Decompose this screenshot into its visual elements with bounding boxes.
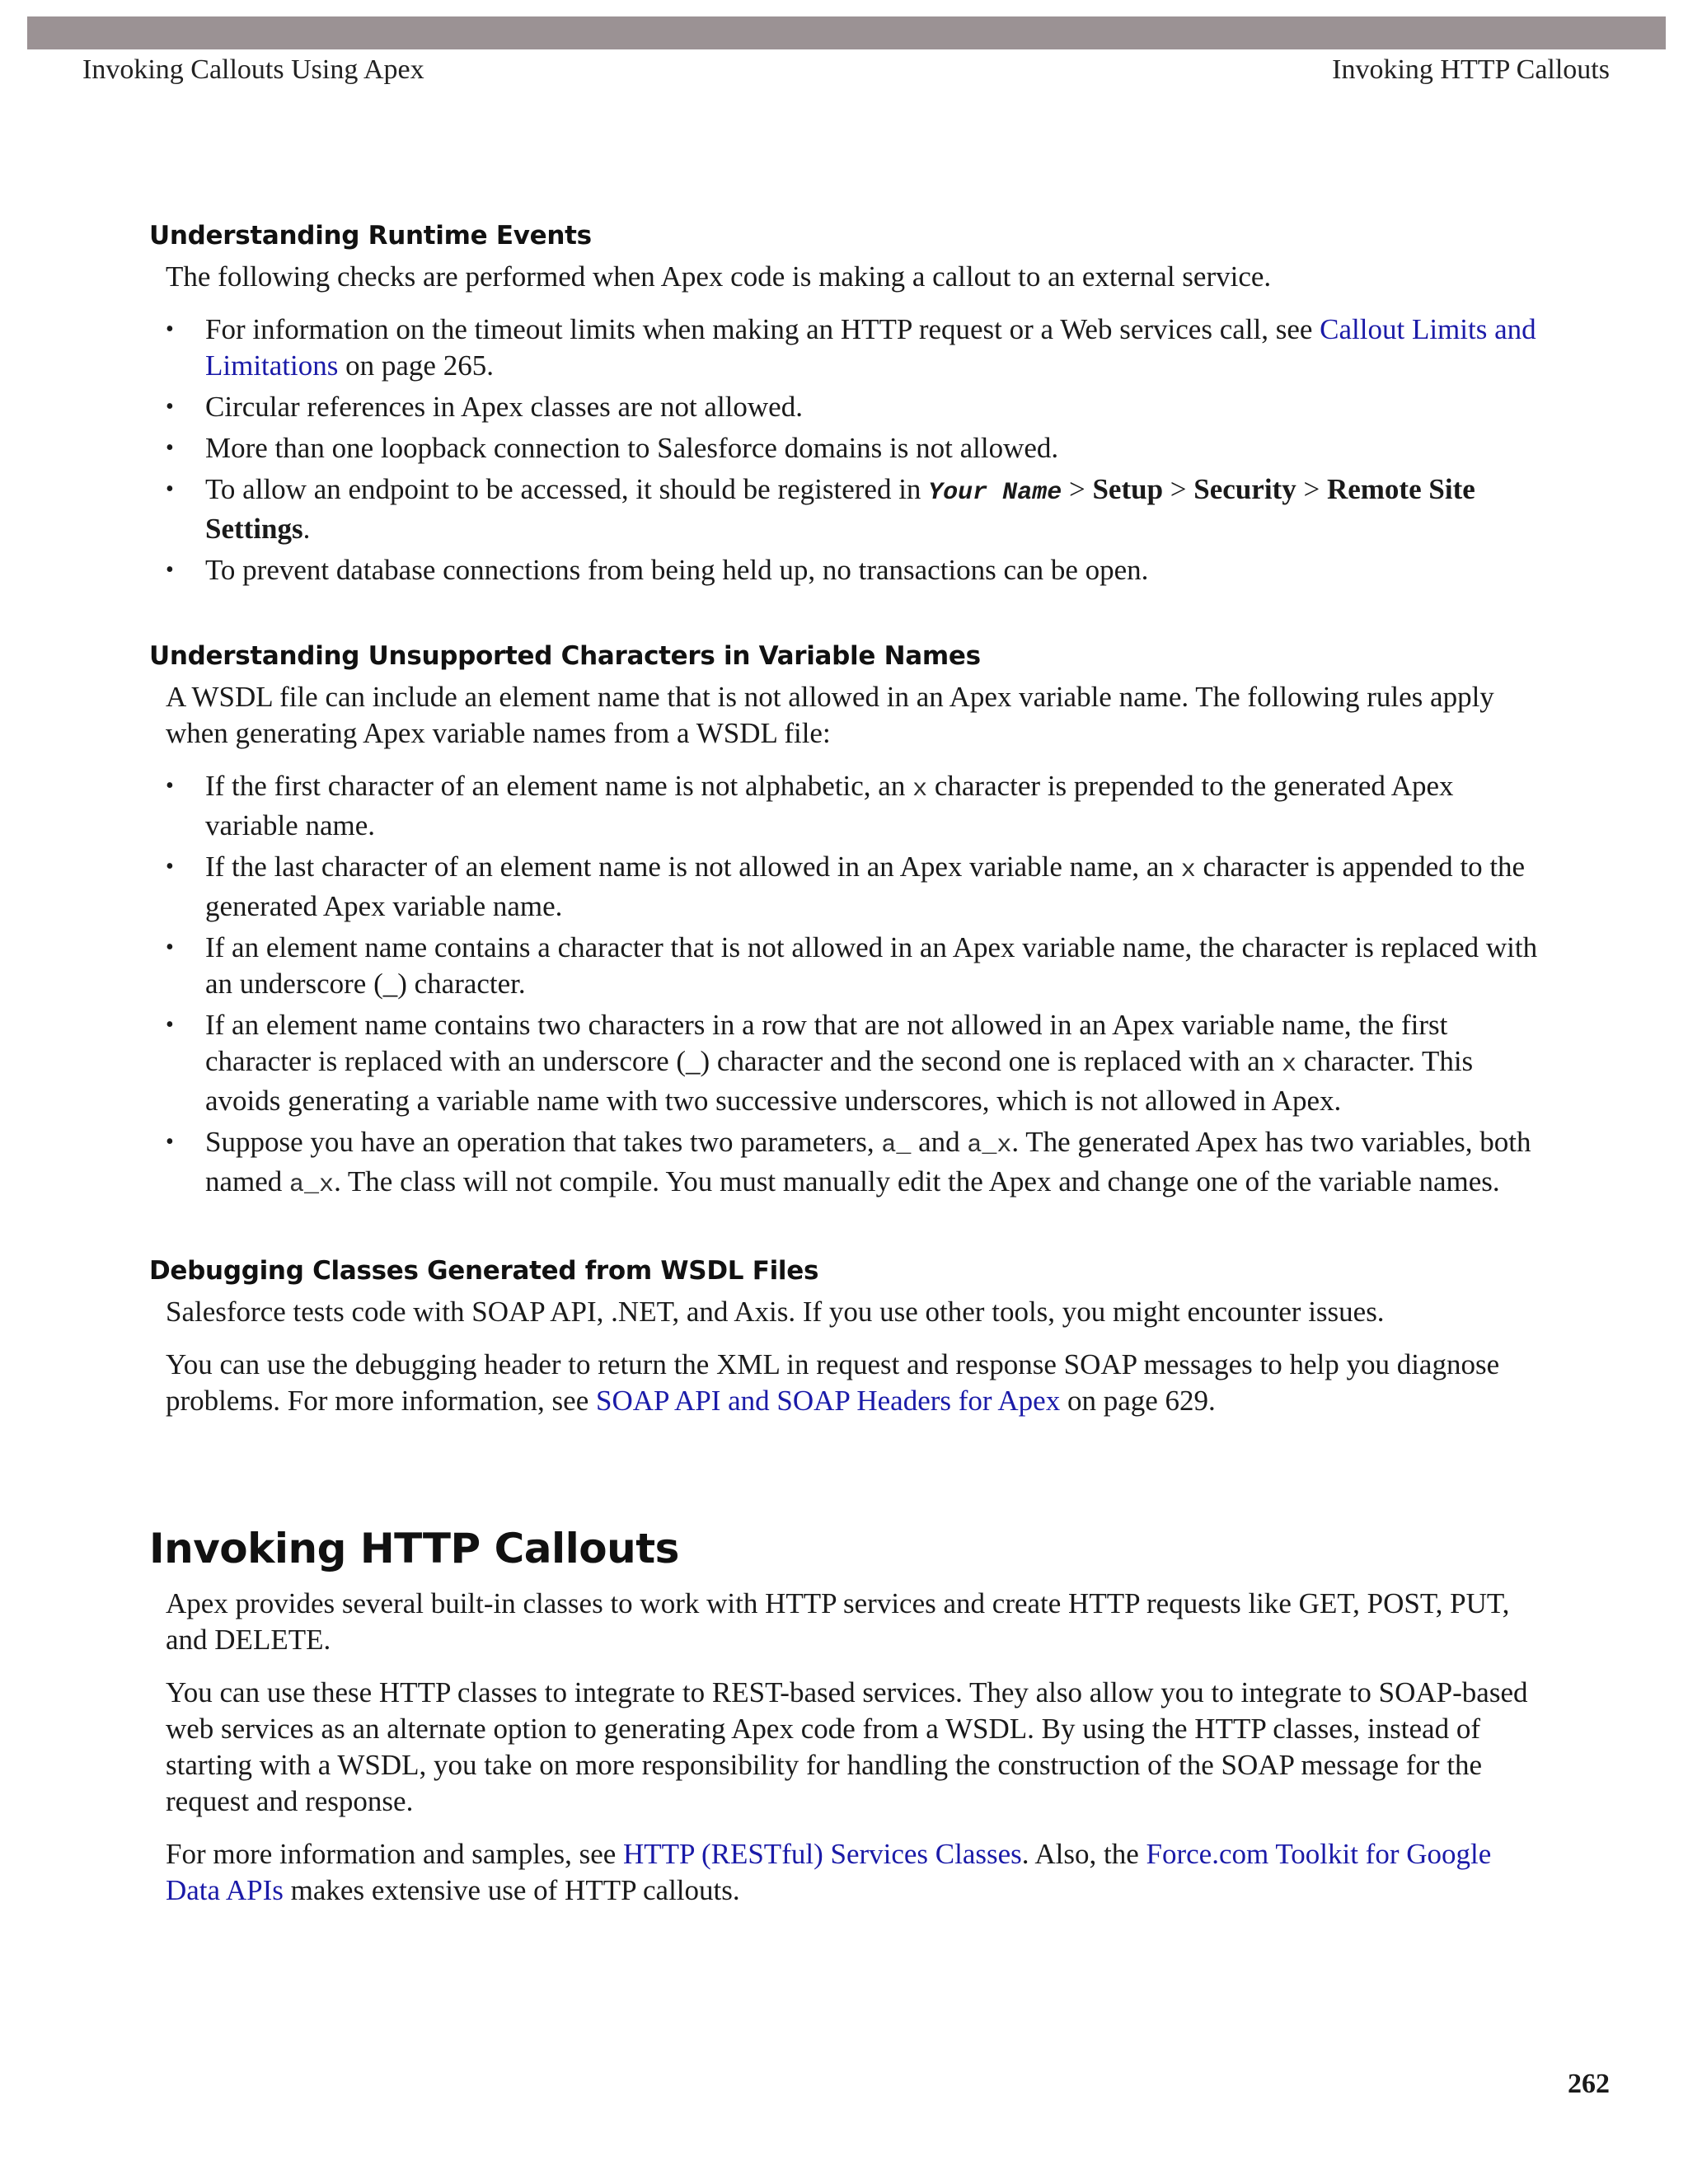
list-item-text: If an element name contains two characters in a row that are not allowed in an Apex variable name, the first character is replaced with an underscore (_) character and the second one is replaced with an [205,1009,1448,1077]
code-a-underscore: a_ [881,1132,912,1160]
paragraph-text: . Also, the [1021,1838,1146,1870]
callout-limits-link[interactable]: Callout Limits and Limitations [205,313,1536,382]
http-p1: Apex provides several built-in classes to work with HTTP services and create HTTP requests like GET, POST, PUT, and DELETE. [166,1587,1510,1656]
list-item-text: character. This avoids generating a variable name with two successive underscores, which is not allowed in Apex. [205,1045,1474,1117]
list-item-text: Suppose you have an operation that takes two parameters, [205,1126,882,1158]
paragraph-text: For more information and samples, see [166,1838,624,1870]
section-title-unsupported-characters: Understanding Unsupported Characters in Variable Names [149,641,981,671]
separator: > [1296,473,1327,505]
runtime-intro: The following checks are performed when Apex code is making a callout to an external service. [166,260,1272,293]
list-item [166,849,1550,925]
list-item: • To prevent database connections from being held up, no transactions can be open. [166,552,1550,588]
list-item-text: If the last character of an element name is not allowed in an Apex variable name, an [205,851,1181,883]
http-p2: You can use these HTTP classes to integrate to REST-based services. They also allow you to integrate to SOAP-based web services as an alternate option to generating Apex code from a WSDL. By using the HTTP classes, instead of starting with a WSDL, you take on more responsibility for handling the construction of the SOAP message for the request and response. [166,1676,1528,1817]
code-x: x [1180,856,1196,884]
list-item-text: . The generated Apex has two variables, both named [205,1126,1531,1197]
list-item-text: on page 265. [338,349,494,382]
separator: > [1062,473,1093,505]
http-restful-services-link[interactable]: HTTP (RESTful) Services Classes [623,1838,1022,1870]
code-x: x [1282,1051,1297,1079]
page-content [149,221,1550,1925]
list-item: • Circular references in Apex classes are not allowed. [166,389,1550,425]
debugging-p2 [166,1347,1550,1419]
separator: > [1163,473,1194,505]
http-p3 [166,1836,1550,1909]
security-label: Security [1193,473,1296,505]
list-item [166,312,1550,384]
remote-site-settings-label: Remote Site Settings [205,473,1475,545]
list-item-text: . The class will not compile. You must manually edit the Apex and change one of the variable names. [334,1165,1500,1197]
list-item [166,471,1550,547]
paragraph-text: You can use the debugging header to return the XML in request and response SOAP messages to help you diagnose problems. For more information, see [166,1348,1500,1417]
running-head-left: Invoking Callouts Using Apex [82,54,424,85]
list-item-text: To allow an endpoint to be accessed, it should be registered in [205,473,929,505]
section-title-invoking-http-callouts: Invoking HTTP Callouts [149,1525,679,1572]
list-item-text: . [302,513,311,545]
paragraph-text: on page 629. [1060,1385,1216,1417]
section-title-runtime-events: Understanding Runtime Events [149,221,592,251]
runtime-bullet-list [166,312,1550,588]
soap-api-headers-link[interactable]: SOAP API and SOAP Headers for Apex [595,1385,1061,1417]
header-bar [27,16,1666,49]
force-toolkit-google-link[interactable]: Force.com Toolkit for Google Data APIs [166,1838,1492,1906]
paragraph-text: makes extensive use of HTTP callouts. [283,1874,740,1906]
list-item [166,1124,1550,1203]
list-item-text: character is appended to the generated Apex variable name. [205,851,1526,922]
code-x: x [912,776,928,804]
list-item [166,768,1550,844]
list-item: • More than one loopback connection to Salesforce domains is not allowed. [166,430,1550,466]
unsupported-intro: A WSDL file can include an element name that is not allowed in an Apex variable name. The following rules apply when generating Apex variable names from a WSDL file: [166,681,1494,749]
list-item-text: For information on the timeout limits when making an HTTP request or a Web services call, see [205,313,1320,345]
list-item-text: If the first character of an element name is not alphabetic, an [205,770,913,802]
running-head-right: Invoking HTTP Callouts [1332,54,1610,85]
setup-label: Setup [1092,473,1164,505]
code-a-x: a_x [289,1171,335,1199]
section-title-debugging-classes: Debugging Classes Generated from WSDL Files [149,1256,819,1286]
debugging-p1: Salesforce tests code with SOAP API, .NET, and Axis. If you use other tools, you might encounter issues. [166,1296,1385,1328]
your-name-code: Your Name [928,479,1062,507]
code-a-x: a_x [967,1132,1012,1160]
page-number: 262 [1568,2069,1610,2099]
list-item: • If an element name contains a character that is not allowed in an Apex variable name, the character is replaced with an underscore (_) character. [166,930,1550,1002]
list-item-text: character is prepended to the generated Apex variable name. [205,770,1454,841]
unsupported-bullet-list [166,768,1550,1203]
list-item-text: and [911,1126,968,1158]
list-item [166,1007,1550,1119]
